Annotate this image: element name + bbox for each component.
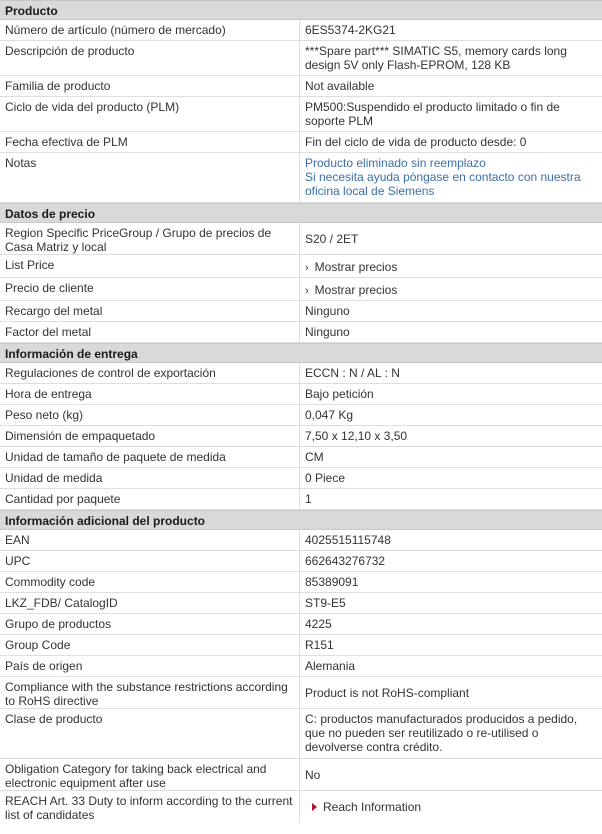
row-value: R151 [305,638,334,652]
row-label: REACH Art. 33 Duty to inform according to the current list of candidates [0,791,300,823]
row-value: 85389091 [305,575,359,589]
section-header-delivery: Información de entrega [0,343,602,363]
row-value: Ninguno [305,325,350,339]
table-row [0,656,602,677]
row-value: 1 [305,492,312,506]
row-value: Product is not RoHS-compliant [305,685,470,700]
row-value: Ninguno [305,304,350,318]
row-label: Ciclo de vida del producto (PLM) [0,97,300,131]
row-value: C: productos manufacturados producidos a pedido, que no pueden ser reutilizado o re-utilised o devolverse contra crédito. [305,712,578,754]
row-label: Regulaciones de control de exportación [0,363,300,383]
row-label: Fecha efectiva de PLM [0,132,300,152]
row-label: Clase de producto [0,709,300,758]
table-row [0,593,602,614]
table-row [0,322,602,343]
table-row [0,530,602,551]
row-label: Compliance with the substance restrictions according to RoHS directive [0,677,300,708]
table-row [0,20,602,41]
row-label: Hora de entrega [0,384,300,404]
section-header-product: Producto [0,0,602,20]
row-label: Grupo de productos [0,614,300,634]
row-value: 4225 [305,617,332,631]
row-label: List Price [0,255,300,277]
table-row [0,426,602,447]
reach-information-label: Reach Information [323,800,422,814]
row-value: 7,50 x 12,10 x 3,50 [305,429,408,443]
reach-information-link[interactable] [300,791,602,823]
table-row [0,677,602,709]
table-row [0,301,602,322]
row-label: Precio de cliente [0,278,300,300]
row-label: Unidad de tamaño de paquete de medida [0,447,300,467]
row-label: País de origen [0,656,300,676]
row-label: Obligation Category for taking back electrical and electronic equipment after use [0,759,300,790]
table-row [0,41,602,76]
arrow-right-icon [312,803,317,811]
table-row [0,791,602,823]
row-label: LKZ_FDB/ CatalogID [0,593,300,613]
row-value: CM [305,450,324,464]
row-label: Unidad de medida [0,468,300,488]
table-row [0,255,602,278]
row-label: Dimensión de empaquetado [0,426,300,446]
chevron-right-icon: › [305,262,309,274]
table-row-notes [0,153,602,203]
row-value: S20 / 2ET [305,231,359,246]
table-row [0,759,602,791]
row-label: UPC [0,551,300,571]
row-label: Familia de producto [0,76,300,96]
table-row [0,468,602,489]
row-label: Region Specific PriceGroup / Grupo de precios de Casa Matriz y local [0,223,300,254]
row-value: Fin del ciclo de vida de producto desde: 0 [305,135,527,149]
show-list-price-button[interactable] [300,255,602,277]
row-value: 0 Piece [305,471,346,485]
row-value: Alemania [305,659,356,673]
row-value [300,153,602,202]
no-replacement-link[interactable]: Producto eliminado sin reemplazo [305,156,486,170]
table-row [0,551,602,572]
row-value: ECCN : N / AL : N [305,366,400,380]
row-label: Notas [0,153,300,202]
row-label: Recargo del metal [0,301,300,321]
show-prices-label: Mostrar precios [314,283,398,297]
table-row [0,97,602,132]
chevron-right-icon: › [305,285,309,297]
table-row [0,132,602,153]
section-header-additional: Información adicional del producto [0,510,602,530]
section-header-price: Datos de precio [0,203,602,223]
row-value: Not available [305,79,375,93]
row-label: Factor del metal [0,322,300,342]
row-label: Peso neto (kg) [0,405,300,425]
show-customer-price-button[interactable] [300,278,602,300]
table-row [0,709,602,759]
table-row [0,405,602,426]
row-value: 662643276732 [305,554,386,568]
contact-office-link[interactable]: Si necesita ayuda póngase en contacto con nuestra oficina local de Siemens [305,170,581,198]
row-value: PM500:Suspendido el producto limitado o fin de soporte PLM [305,100,560,128]
table-row [0,614,602,635]
table-row [0,635,602,656]
table-row [0,447,602,468]
table-row [0,384,602,405]
row-value: 6ES5374-2KG21 [305,23,396,37]
row-value: ST9-E5 [305,596,346,610]
row-label: Group Code [0,635,300,655]
row-value: 0,047 Kg [305,408,354,422]
table-row [0,223,602,255]
row-value: ***Spare part*** SIMATIC S5, memory cards long design 5V only Flash-EPROM, 128 KB [305,44,567,72]
row-label: Descripción de producto [0,41,300,75]
row-value: No [305,767,321,782]
table-row [0,363,602,384]
table-row [0,489,602,510]
row-value: 4025515115748 [305,533,391,547]
show-prices-label: Mostrar precios [314,260,398,274]
row-label: Número de artículo (número de mercado) [0,20,300,40]
row-label: EAN [0,530,300,550]
row-label: Commodity code [0,572,300,592]
table-row [0,76,602,97]
row-value: Bajo petición [305,387,374,401]
row-label: Cantidad por paquete [0,489,300,509]
table-row [0,572,602,593]
table-row [0,278,602,301]
